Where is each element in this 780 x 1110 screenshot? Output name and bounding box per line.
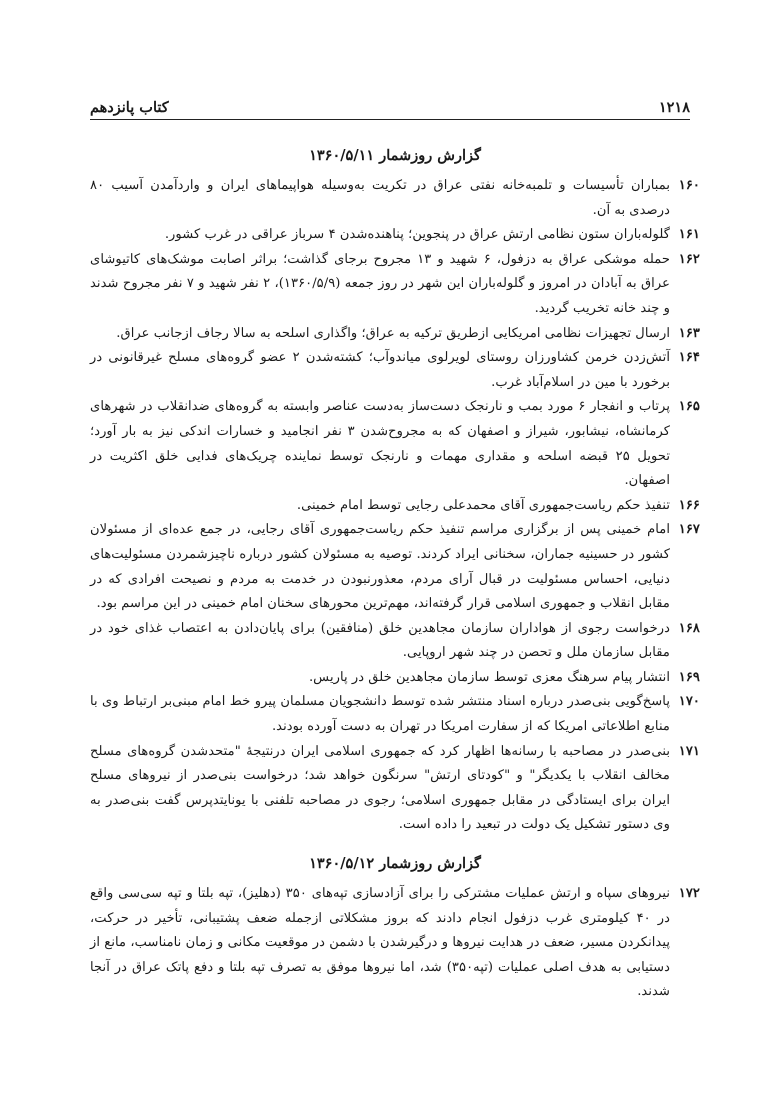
entry-170 <box>90 690 700 739</box>
entry-160 <box>90 174 700 223</box>
entry-161 <box>90 223 700 248</box>
page-number: ۱۲۱۸ <box>658 99 690 116</box>
running-header <box>90 88 690 116</box>
entry-163 <box>90 322 700 347</box>
entry-text: بنی‌صدر در مصاحبه با رسانه‌ها اظهار کرد که جمهوری اسلامی ایران درنتیجهٔ "متحدشدن گروه‌های مسلح مخالف انقلاب با یکدیگر" و "کودتای ارتش" سرنگون خواهد شد؛ درخواست بنی‌صدر از نیروهای مسلح ایران برای ایستادگی در مقابل جمهوری اسلامی؛ رجوی در مصاحبه تلفنی با یونایتدپرس گفت بنی‌صدر به وی دستور تشکیل یک دولت در تبعید را داده است. <box>90 743 670 833</box>
entry-number: ۱۷۰ <box>678 694 700 710</box>
entry-text: انتشار پیام سرهنگ معزی توسط سازمان مجاهدین خلق در پاریس. <box>308 669 670 685</box>
entry-165 <box>90 395 700 493</box>
entry-166 <box>90 494 700 519</box>
entry-number: ۱۷۲ <box>678 886 700 902</box>
entry-number: ۱۶۷ <box>678 522 700 538</box>
entry-text: نیروهای سپاه و ارتش عملیات مشترکی را برای آزادسازی تپه‌های ۳۵۰ (دهلیز)، تپه بلتا و تپه سی‌سی واقع در ۴۰ کیلومتری غرب دزفول انجام دادند که بروز مشکلاتی ازجمله ضعف پشتیبانی، تأخیر در حرکت، پیدانکردن مسیر، ضعف در هدایت نیروها و درگیرشدن با دشمن در موقعیت مکانی و زمان نامناسب، مانع از دستیابی به هدف اصلی عملیات (تپه۳۵۰) شد، اما نیروها موفق به تصرف تپه بلتا و دفع پاتک عراق در آنجا شدند. <box>90 886 670 1000</box>
entry-number: ۱۶۹ <box>678 669 700 685</box>
entry-162 <box>90 248 700 322</box>
entry-number: ۱۶۵ <box>678 399 700 415</box>
entry-171 <box>90 740 700 838</box>
entry-text: امام خمینی پس از برگزاری مراسم تنفیذ حکم ریاست‌جمهوری آقای رجایی، در جمع عده‌ای از مسئولان کشور در حسینیه جماران، سخنانی ایراد کردند. توصیه به مسئولان کشور درباره ناچیزشمردن مسئولیت‌های دنیایی، احساس مسئولیت در قبال آرای مردم، معذورنبودن در خدمت به مردم و نصیحت افرادی که در مقابل انقلاب و جمهوری اسلامی قرار گرفته‌اند، مهم‌ترین محورهای سخنان امام خمینی در این مراسم بود. <box>90 522 670 612</box>
entry-text: درخواست رجوی از هواداران سازمان مجاهدین خلق (منافقین) برای پایان‌دادن به اعتصاب غذای خود در مقابل سازمان ملل و تحصن در چند شهر اروپایی. <box>90 620 670 661</box>
entry-167 <box>90 518 700 616</box>
entry-number: ۱۶۱ <box>678 227 700 243</box>
entry-text: ارسال تجهیزات نظامی امریکایی ازطریق ترکیه به عراق؛ واگذاری اسلحه به سالا رجاف ازجانب عراق. <box>116 325 670 341</box>
entry-172 <box>90 882 700 1005</box>
entry-text: گلوله‌باران ستون نظامی ارتش عراق در پنجوین؛ پناهنده‌شدن ۴ سرباز عراقی در غرب کشور. <box>164 227 670 243</box>
entry-number: ۱۶۰ <box>678 178 700 193</box>
page-content <box>90 130 700 1005</box>
entry-number: ۱۶۶ <box>678 497 700 513</box>
section-0811 <box>90 144 700 838</box>
entry-number: ۱۶۸ <box>678 620 700 636</box>
entry-number: ۱۶۳ <box>678 325 700 341</box>
entry-number: ۱۶۲ <box>678 251 700 267</box>
entry-text: تنفیذ حکم ریاست‌جمهوری آقای محمدعلی رجایی توسط امام خمینی. <box>296 497 670 513</box>
entry-169 <box>90 666 700 691</box>
entry-text: حمله موشکی عراق به دزفول، ۶ شهید و ۱۳ مجروح برجای گذاشت؛ براثر اصابت موشک‌های کاتیوشای عراق به آبادان در امروز و گلوله‌باران این شهر در روز جمعه (۱۳۶۰/۵/۹)، ۲ نفر شهید و ۷ نفر مجروح شدند و چند خانه تخریب گردید. <box>90 251 670 316</box>
entry-text: پاسخ‌گویی بنی‌صدر درباره اسناد منتشر شده توسط دانشجویان مسلمان پیرو خط امام مبنی‌بر ارتباط وی با منابع اطلاعاتی امریکا که از سفارت امریکا در تهران به دست آورده بودند. <box>90 694 670 735</box>
entry-text: بمباران تأسیسات و تلمبه‌خانه نفتی عراق در تکریت به‌وسیله هواپیماهای ایران و واردآمدن آسیب ۸۰ درصدی به آن. <box>90 178 670 218</box>
book-title: کتاب پانزدهم <box>90 99 169 116</box>
section-title: گزارش روزشمار ۱۳۶۰/۵/۱۲ <box>309 855 481 873</box>
entry-168 <box>90 617 700 666</box>
entry-text: آتش‌زدن خرمن کشاورزان روستای لویرلوی میاندوآب؛ کشته‌شدن ۲ عضو گروه‌های مسلح غیرقانونی در برخورد با مین در اسلام‌آباد غرب. <box>90 350 670 390</box>
section-title: گزارش روزشمار ۱۳۶۰/۵/۱۱ <box>309 147 481 164</box>
entry-164 <box>90 346 700 395</box>
entry-number: ۱۷۱ <box>678 743 700 759</box>
header-rule <box>90 119 690 120</box>
section-0812 <box>90 852 700 1005</box>
entry-text: پرتاب و انفجار ۶ مورد بمب و نارنجک دست‌ساز به‌دست عناصر وابسته به گروه‌های ضدانقلاب در شهرهای کرمانشاه، نیشابور، شیراز و اصفهان که به مجروح‌شدن ۳ نفر انجامید و خسارات اندکی نیز به بار آورد؛ تحویل ۲۵ قبضه اسلحه و مقداری مهمات و نارنجک توسط نماینده چریک‌های فدایی خلق اکثریت در اصفهان. <box>90 399 671 489</box>
entry-number: ۱۶۴ <box>678 350 700 366</box>
